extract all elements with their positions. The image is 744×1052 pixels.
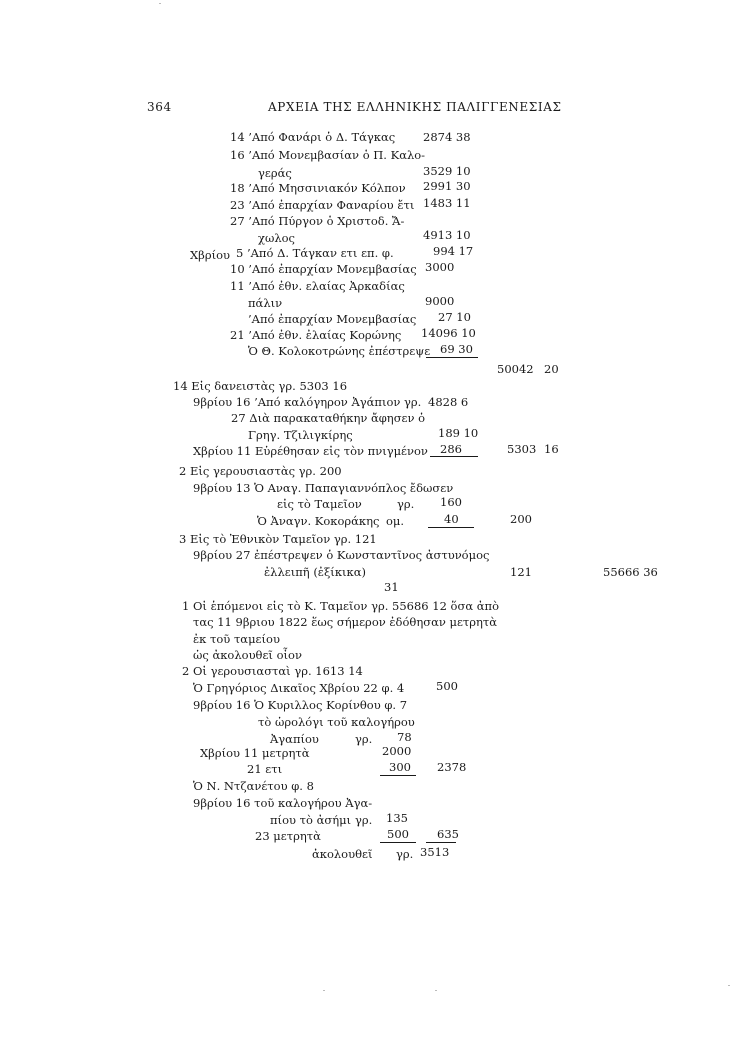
ledger-amount: 9000 bbox=[425, 294, 455, 308]
paragraph-line: ἐκ τοῦ ταμείου bbox=[193, 632, 280, 646]
ledger-amount: 160 bbox=[440, 495, 462, 509]
ledger-entry: πάλιν bbox=[248, 296, 283, 310]
ledger-amount: 189 10 bbox=[438, 426, 479, 440]
ledger-entry: Ὁ Ν. Ντζανέτου φ. 8 bbox=[193, 779, 314, 793]
sum-rule bbox=[426, 842, 456, 843]
ledger-entry: Χβρίου 11 μετρητὰ bbox=[200, 746, 310, 760]
subtotal-amount: 20 bbox=[544, 362, 559, 376]
ledger-entry: Γρηγ. Τζιλιγκίρης bbox=[248, 428, 353, 442]
ledger-amount: 2991 30 bbox=[423, 179, 471, 193]
ledger-amount: 500 bbox=[387, 827, 409, 841]
ledger-amount: 994 17 bbox=[433, 244, 474, 258]
subtotal-amount: 200 bbox=[510, 512, 532, 526]
subtotal-amount: 5303 bbox=[507, 442, 537, 456]
section-number: 31 bbox=[384, 580, 399, 594]
subtotal-amount: 50042 bbox=[497, 362, 534, 376]
running-title: ΑΡΧΕΙΑ ΤΗΣ ΕΛΛΗΝΙΚΗΣ ΠΑΛΙΓΓΕΝΕΣΙΑΣ bbox=[268, 100, 562, 114]
ledger-amount: 27 10 bbox=[438, 310, 471, 324]
ledger-entry: 9βρίου 13 Ὁ Αναγ. Παπαγιαννόπλος ἔδωσεν bbox=[193, 481, 454, 495]
ledger-entry: 5 ’Από Δ. Τάγκαν ετι επ. φ. bbox=[236, 246, 394, 260]
ledger-entry: 9βρίου 16 ’Από καλόγηρον Ἀγάπιον γρ. bbox=[193, 395, 422, 409]
sum-rule bbox=[430, 456, 478, 457]
currency-label: γρ. bbox=[397, 497, 415, 511]
sum-rule bbox=[380, 842, 416, 843]
ledger-amount: 286 bbox=[440, 442, 462, 456]
paragraph-line: ὡς ἀκολουθεῖ οἷον bbox=[193, 648, 302, 662]
scan-speck bbox=[159, 3, 161, 4]
ledger-entry: 10 ’Από ἐπαρχίαν Μονεμβασίας bbox=[230, 262, 417, 276]
ledger-entry: 23 ’Από ἐπαρχίαν Φαναρίου ἔτι bbox=[230, 198, 415, 212]
currency-label: γρ. bbox=[355, 813, 373, 827]
subtotal-amount: 16 bbox=[544, 442, 559, 456]
ledger-amount: 2874 38 bbox=[423, 130, 471, 144]
paragraph-line: 1 Οἱ ἑπόμενοι εἰς τὸ Κ. Ταμεῖον γρ. 55686 12 ὅσα ἀπὸ bbox=[182, 599, 499, 613]
ledger-entry: 9βρίου 27 ἐπέστρεψεν ὁ Κωνσταντῖνος ἀστυνόμος bbox=[193, 548, 490, 562]
section-heading: 14 Εἰς δανειστὰς γρ. 5303 16 bbox=[173, 379, 348, 393]
ledger-amount: 40 bbox=[444, 512, 459, 526]
ledger-entry: Χβρίου 11 Εὑρέθησαν εἰς τὸν πνιγμένον bbox=[193, 444, 428, 458]
currency-label: γρ. bbox=[396, 847, 414, 861]
ledger-amount: 4828 6 bbox=[428, 395, 469, 409]
ledger-entry: Ἀγαπίου bbox=[270, 732, 319, 746]
ledger-entry: πίου τὸ ἀσήμι bbox=[270, 813, 352, 827]
sum-rule bbox=[380, 775, 416, 776]
ledger-entry: 21 ετι bbox=[247, 762, 283, 776]
subtotal-amount: 635 bbox=[437, 827, 459, 841]
sum-rule bbox=[426, 357, 478, 358]
subtotal-amount: 2378 bbox=[437, 760, 467, 774]
ledger-amount: 3000 bbox=[425, 260, 455, 274]
ledger-entry: Ὁ Θ. Κολοκοτρώνης ἐπέστρεψε bbox=[248, 344, 431, 358]
ledger-entry: 9βρίου 16 Ὁ Κυριλλος Κορίνθου φ. 7 bbox=[193, 698, 408, 712]
ledger-entry: 11 ’Από ἐθν. ελαίας Ἀρκαδίας bbox=[230, 279, 405, 293]
ledger-amount: 3529 10 bbox=[423, 164, 471, 178]
ledger-entry: 27 ’Από Πύργον ὁ Χριστοδ. Ἄ- bbox=[230, 214, 405, 228]
ledger-entry: 14 ’Από Φανάρι ὁ Δ. Τάγκας bbox=[230, 130, 396, 144]
ledger-amount: 4913 10 bbox=[423, 228, 471, 242]
section-heading: 3 Εἰς τὸ Ἐθνικὸν Ταμεῖον γρ. 121 bbox=[179, 532, 377, 546]
currency-label: ομ. bbox=[386, 514, 405, 528]
ledger-entry: γεράς bbox=[258, 166, 292, 180]
ledger-amount: 69 30 bbox=[440, 342, 473, 356]
ledger-amount: 500 bbox=[436, 679, 458, 693]
scan-speck bbox=[435, 990, 437, 991]
ledger-entry: χωλος bbox=[258, 231, 295, 245]
section-heading: 2 Εἰς γερουσιαστὰς γρ. 200 bbox=[179, 464, 342, 478]
scan-speck bbox=[323, 990, 325, 991]
ledger-entry: εἰς τὸ Ταμεῖον bbox=[277, 497, 362, 511]
ledger-entry: 27 Διὰ παρακαταθήκην ἄφησεν ὁ bbox=[231, 411, 426, 425]
scan-speck bbox=[728, 985, 730, 986]
ledger-amount: 78 bbox=[397, 730, 412, 744]
ledger-entry: Ὁ Γρηγόριος Δικαῖος Χβρίου 22 φ. 4 bbox=[193, 681, 405, 695]
ledger-amount: 14096 10 bbox=[421, 326, 476, 340]
month-label: Χβρίου bbox=[190, 248, 231, 262]
carry-forward-amount: 3513 bbox=[420, 845, 450, 859]
ledger-entry: 21 ’Από ἐθν. ἐλαίας Κορώνης bbox=[230, 328, 402, 342]
ledger-entry: τὸ ὡρολόγι τοῦ καλογήρου bbox=[258, 715, 415, 729]
ledger-entry: Ὁ Ἀναγν. Κοκοράκης bbox=[257, 514, 380, 528]
page-number: 364 bbox=[147, 100, 172, 114]
paragraph-line: τας 11 9βριου 1822 ἕως σήμερον ἐδόθησαν μετρητὰ bbox=[193, 615, 498, 629]
ledger-amount: 135 bbox=[386, 811, 408, 825]
ledger-entry: 18 ’Από Μησσινιακόν Κόλπον bbox=[230, 181, 406, 195]
sum-rule bbox=[428, 527, 474, 528]
ledger-entry: ’Από ἐπαρχίαν Μονεμβασίας bbox=[248, 312, 417, 326]
ledger-amount: 1483 11 bbox=[423, 196, 471, 210]
grand-total: 55666 36 bbox=[603, 565, 658, 579]
ledger-entry: ἐλλειπῆ (ἐξίκικα) bbox=[264, 565, 366, 579]
ledger-amount: 2000 bbox=[382, 744, 412, 758]
section-heading: 2 Οἱ γερουσιασταὶ γρ. 1613 14 bbox=[182, 664, 363, 678]
ledger-entry: 9βρίου 16 τοῦ καλογήρου Ἀγα- bbox=[193, 796, 373, 810]
ledger-entry: 16 ’Από Μονεμβασίαν ὁ Π. Καλο- bbox=[230, 148, 426, 162]
carry-forward-label: ἀκολουθεῖ bbox=[312, 847, 373, 861]
subtotal-amount: 121 bbox=[510, 565, 532, 579]
currency-label: γρ. bbox=[355, 732, 373, 746]
ledger-amount: 300 bbox=[389, 760, 411, 774]
ledger-entry: 23 μετρητὰ bbox=[255, 829, 321, 843]
